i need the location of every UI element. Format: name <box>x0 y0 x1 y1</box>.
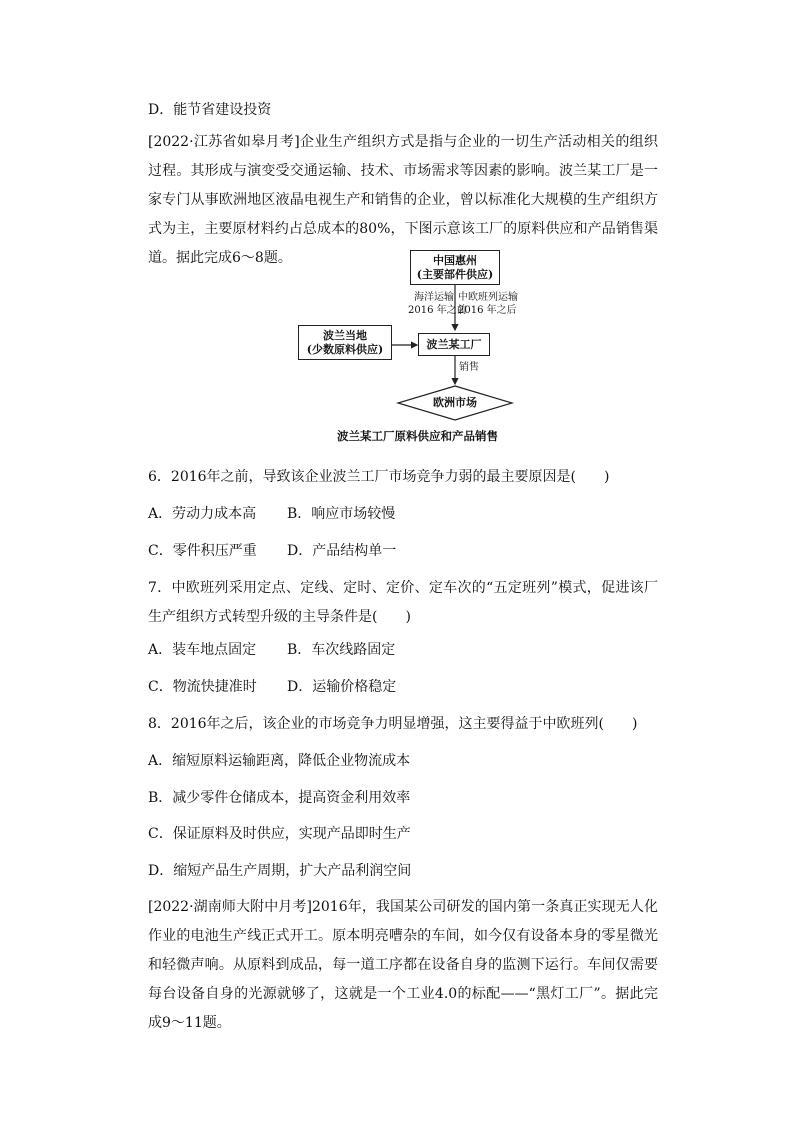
huizhou-title: 中国惠州 <box>433 254 477 267</box>
q7-option-b: B．车次线路固定 <box>287 642 396 658</box>
diagram-caption: 波兰某工厂原料供应和产品销售 <box>337 429 498 443</box>
q6-option-d: D．产品结构单一 <box>287 543 397 559</box>
sales-label: 销售 <box>459 362 479 373</box>
q8-option-c: C．保证原料及时供应，实现产品即时生产 <box>148 826 411 842</box>
factory-box: 波兰某工厂 <box>418 333 490 356</box>
local-subtitle: (少数原料供应) <box>306 343 384 356</box>
huizhou-box <box>410 250 500 285</box>
local-title: 波兰当地 <box>323 329 367 342</box>
intro-paragraph-9-11: [2022·湖南师大附中月考]2016年，我国某公司研发的国内第一条真正实现无人化作业的电池生产线正式开工。原本明亮嘈杂的车间，如今仅有设备本身的零星微光和轻微声响。从原料到成品，每一道工序都在设备自身的监测下运行。车间仅需要每台设备自身的光源就够了，这就是一个工业4.0的标配——“黑灯工厂”。据此完成9～11题。 <box>148 899 658 1031</box>
question-6: 6．2016年之前，导致该企业波兰工厂市场竞争力弱的最主要原因是( ) <box>148 469 610 485</box>
poland-local-box <box>298 325 392 360</box>
option-d-previous: D．能节省建设投资 <box>148 102 272 118</box>
q7-option-d: D．运输价格稳定 <box>287 679 397 695</box>
q7-option-c: C．物流快捷准时 <box>148 679 257 695</box>
question-8: 8．2016年之后，该企业的市场竞争力明显增强，这主要得益于中欧班列( ) <box>148 716 638 732</box>
q8-option-d: D．缩短产品生产周期，扩大产品利润空间 <box>148 863 412 879</box>
intro-paragraph-6-8: [2022·江苏省如皋月考]企业生产组织方式是指与企业的一切生产活动相关的组织过程。其形成与演变受交通运输、技术、市场需求等因素的影响。波兰某工厂是一家专门从事欧洲地区液晶电视生产和销售的企业，曾以标准化大规模的生产组织方式为主，主要原材料约占总成本的80%，下图示意该工厂的原料供应和产品销售渠道。据此完成6～8题。 <box>148 134 658 266</box>
q8-option-a: A．缩短原料运输距离，降低企业物流成本 <box>148 753 411 769</box>
q6-option-b: B．响应市场较慢 <box>287 506 396 522</box>
sea-transport-label: 海洋运输 2016 年之前 <box>408 292 467 316</box>
q6-option-c: C．零件积压严重 <box>148 543 257 559</box>
q8-option-b: B．减少零件仓储成本，提高资金利用效率 <box>148 790 411 806</box>
huizhou-subtitle: (主要部件供应) <box>416 268 494 281</box>
supply-sales-diagram <box>290 244 540 444</box>
question-7: 7．中欧班列采用定点、定线、定时、定价、定车次的“五定班列”模式，促进该厂生产组织方式转型升级的主导条件是( ) <box>148 580 658 625</box>
rail-transport-label: 中欧班列运输 2016 年之后 <box>458 292 518 316</box>
q6-option-a: A．劳动力成本高 <box>148 506 257 522</box>
q7-option-a: A．装车地点固定 <box>148 642 257 658</box>
market-label: 欧洲市场 <box>433 396 477 409</box>
